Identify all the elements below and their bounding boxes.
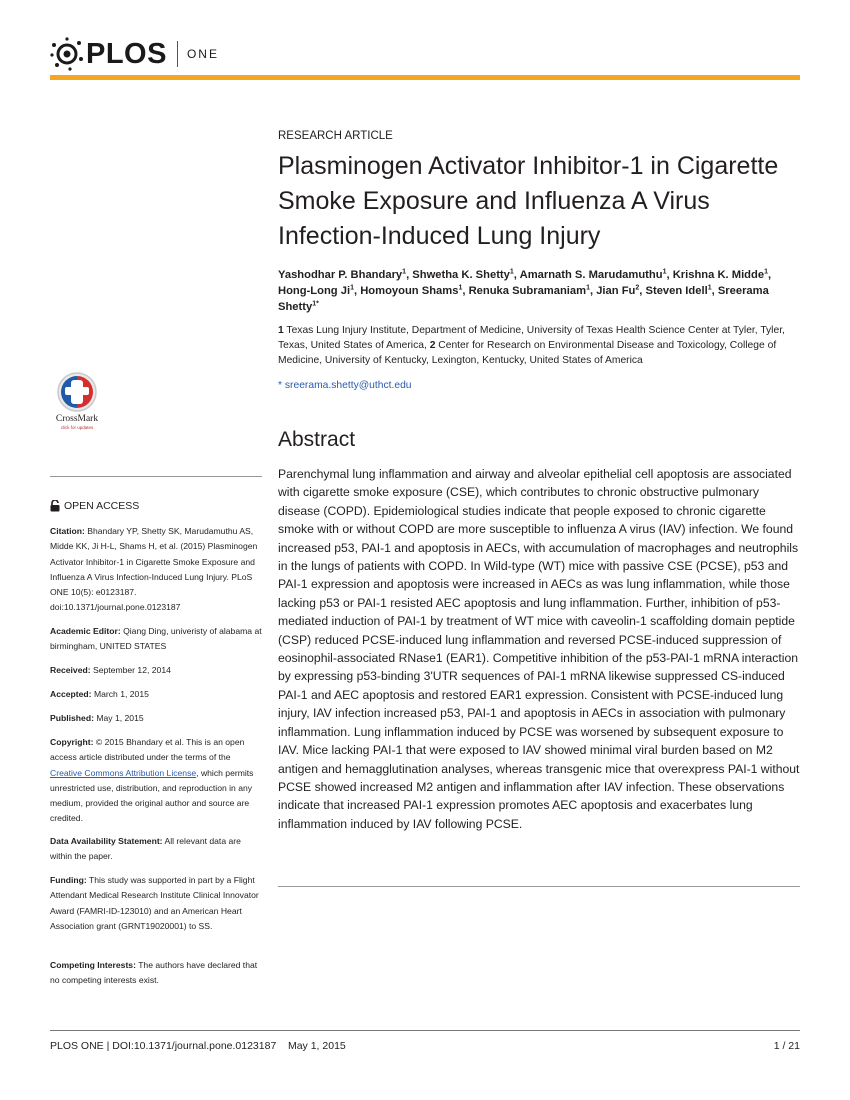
abstract-divider — [278, 886, 800, 887]
journal-name: ONE — [186, 47, 219, 61]
competing-interests-label: Competing Interests: — [50, 960, 136, 970]
data-availability-block — [50, 834, 262, 865]
academic-editor-block — [50, 624, 262, 655]
plos-logo[interactable] — [50, 36, 219, 72]
author-name: Renuka Subramaniam$^1$ — [468, 284, 590, 297]
citation-label: Citation: — [50, 526, 85, 536]
accepted-date: March 1, 2015 — [93, 689, 149, 699]
funding-label: Funding: — [50, 875, 87, 885]
brand-name: PLOS — [86, 37, 167, 70]
footer-divider — [50, 1030, 800, 1031]
author-affiliation-mark: 1 — [707, 284, 712, 292]
academic-editor-text: Qiang Ding, univeristy of alabama at birmingham, UNITED STATES — [50, 626, 262, 652]
affiliation-1-num: 1 — [278, 325, 284, 336]
footer-date: May 1, 2015 — [287, 1040, 346, 1052]
author-affiliation-mark: 1* — [312, 300, 319, 308]
accepted-label: Accepted: — [50, 689, 92, 699]
affiliations — [278, 323, 800, 368]
copyright-text: © 2015 Bhandary et al. This is an open access article distributed under the terms of the — [50, 737, 245, 763]
author-name: Shwetha K. Shetty$^1$ — [412, 268, 514, 281]
open-lock-icon — [50, 500, 60, 512]
footer-citation — [50, 1040, 346, 1052]
published-block — [50, 711, 262, 726]
author-name: Amarnath S. Marudamuthu$^1$ — [519, 268, 667, 281]
crossmark-sublabel[interactable]: click for updates — [60, 425, 94, 430]
page-number: 1 / 21 — [773, 1040, 800, 1052]
copyright-text-end: , which permits unrestricted use, distribution, and reproduction in any medium, provided the original author and source are credited. — [50, 767, 254, 824]
corresponding-author — [278, 380, 800, 391]
article-title: Plasminogen Activator Inhibitor-1 in Cigarette Smoke Exposure and Influenza A Virus Infection-Induced Lung Injury — [278, 152, 779, 250]
license-link[interactable]: Creative Commons Attribution License — [50, 767, 197, 778]
funding-text: This study was supported in part by a Flight Attendant Medical Research Institute Clinical Innovator Award (FAMRI-ID-123010) and an American Heart Association grant (GRNT19020001) to SS. — [50, 875, 259, 931]
author-list: Yashodhar P. Bhandary$^1$, Shwetha K. Shetty$^1$, Amarnath S. Marudamuthu$^1$, Krishna K. Midde$^1$, Hong-Long Ji$^1$, Homoyoun Shams$^1$, Renuka Subramaniam$^1$, Jian Fu$^2$, Steven Idell$^1$, Sreerama Shetty$^{1*}$ — [278, 268, 772, 313]
copyright-label: Copyright: — [50, 737, 94, 747]
published-label: Published: — [50, 713, 94, 723]
author-name: Steven Idell$^1$ — [645, 284, 712, 297]
author-name: Homoyoun Shams$^1$ — [360, 284, 463, 297]
journal-header — [50, 36, 800, 80]
author-affiliation-mark: 1 — [764, 268, 768, 276]
copyright-block — [50, 735, 262, 827]
crossmark-label[interactable]: CrossMark — [55, 414, 99, 424]
abstract-heading: Abstract — [278, 428, 356, 451]
author-name: Sreerama Shetty$^{1*}$ — [278, 285, 769, 313]
published-date: May 1, 2015 — [96, 713, 144, 723]
author-name: Hong-Long Ji$^1$ — [278, 284, 354, 297]
author-affiliation-mark: 2 — [635, 284, 640, 292]
affiliation-1: Texas Lung Injury Institute, Department of Medicine, University of Texas Health Science Center at Tyler, Tyler, Texas, United States of America, — [278, 325, 785, 351]
citation-block — [50, 524, 262, 616]
received-label: Received: — [50, 665, 91, 675]
open-access-badge — [50, 500, 139, 512]
footer-doi: PLOS ONE | DOI:10.1371/journal.pone.0123187 — [50, 1040, 277, 1052]
author-affiliation-mark: 1 — [402, 268, 407, 276]
citation-text: Bhandary YP, Shetty SK, Marudamuthu AS, Midde KK, Ji H-L, Shams H, et al. (2015) Plasminogen Activator Inhibitor-1 in Cigarette Smoke Exposure and Influenza A Virus Infection-Induced Lung Injury. PLoS ONE 10(5): e0123187. doi:10.1371/journal.pone.0123187 — [50, 526, 258, 613]
plos-mark-icon — [50, 37, 84, 71]
corresponding-email-link[interactable]: sreerama.shetty@uthct.edu — [284, 380, 412, 391]
author-name: Krishna K. Midde$^1$ — [672, 268, 768, 281]
author-affiliation-mark: 1 — [509, 268, 514, 276]
competing-interests-text: The authors have declared that no competing interests exist. — [50, 960, 258, 986]
funding-block — [50, 873, 262, 934]
author-affiliation-mark: 1 — [586, 284, 590, 292]
article-type: RESEARCH ARTICLE — [278, 130, 393, 142]
received-block — [50, 663, 262, 678]
author-affiliation-mark: 1 — [350, 284, 354, 292]
competing-interests-block — [50, 958, 262, 989]
corresponding-mark: * — [278, 380, 283, 391]
author-affiliation-mark: 1 — [662, 268, 667, 276]
received-date: September 12, 2014 — [93, 665, 171, 675]
abstract-text: Parenchymal lung inflammation and airway and alveolar epithelial cell apoptosis are associated with cigarette smoke exposure (CSE), which contributes to chronic obstructive pulmonary disease (COPD). Epidemiological studies indicate that people exposed to chronic cigarette smoke with or without COPD are more susceptible to influenza A virus (IAV) infection. We found increased p53, PAI-1 and apoptosis in AECs, with accumulation of macrophages and neutrophils in the lungs of patients with COPD. In Wild-type (WT) mice with passive CSE (PCSE), p53 and PAI-1 expression and apoptosis were increased in AECs as was lung inflammation, while those lacking p53 or PAI-1 resisted AEC apoptosis and lung inflammation. Further, inhibition of p53-mediated induction of PAI-1 by treatment of WT mice with caveolin-1 scaffolding domain peptide (CSP) reduced PCSE-induced lung inflammation and reversed PCSE-induced suppression of eosinophil-associated RNase1 (EAR1). Competitive inhibition of the p53-PAI-1 mRNA interaction by expressing p53-binding 3'UTR sequences of PAI-1 mRNA likewise suppressed CS-induced PAI-1 and AEC apoptosis and restored EAR1 expression. Consistent with PCSE-induced lung injury, IAV infection increased p53, PAI-1 and apoptosis in AECs in association with pulmonary inflammation. Lung inflammation induced by PCSE was worsened by subsequent exposure to IAV. Mice lacking PAI-1 that were exposed to IAV showed minimal viral burden based on M2 antigen and hemagglutination analyses, whereas transgenic mice that overexpress PAI-1 without PCSE showed increased M2 antigen and inflammation after IAV infection. These observations indicate that increased PAI-1 expression promotes AEC apoptosis and exacerbates lung inflammation induced by IAV following PCSE. — [278, 467, 800, 831]
logo-divider — [177, 41, 178, 67]
affiliation-2: Center for Research on Environmental Disease and Toxicology, College of Medicine, University of Kentucky, Lexington, Kentucky, United States of America — [278, 340, 777, 366]
author-name: Jian Fu$^2$ — [596, 284, 640, 297]
header-accent-bar — [50, 75, 800, 80]
affiliation-2-num: 2 — [429, 340, 436, 351]
accepted-block — [50, 687, 262, 702]
open-access-label: OPEN ACCESS — [64, 500, 140, 512]
data-availability-text: All relevant data are within the paper. — [50, 836, 241, 862]
author-name: Yashodhar P. Bhandary$^1$ — [278, 268, 407, 281]
sidebar-divider — [50, 476, 262, 477]
data-availability-label: Data Availability Statement: — [50, 836, 163, 846]
author-affiliation-mark: 1 — [458, 284, 463, 292]
academic-editor-label: Academic Editor: — [50, 626, 121, 636]
